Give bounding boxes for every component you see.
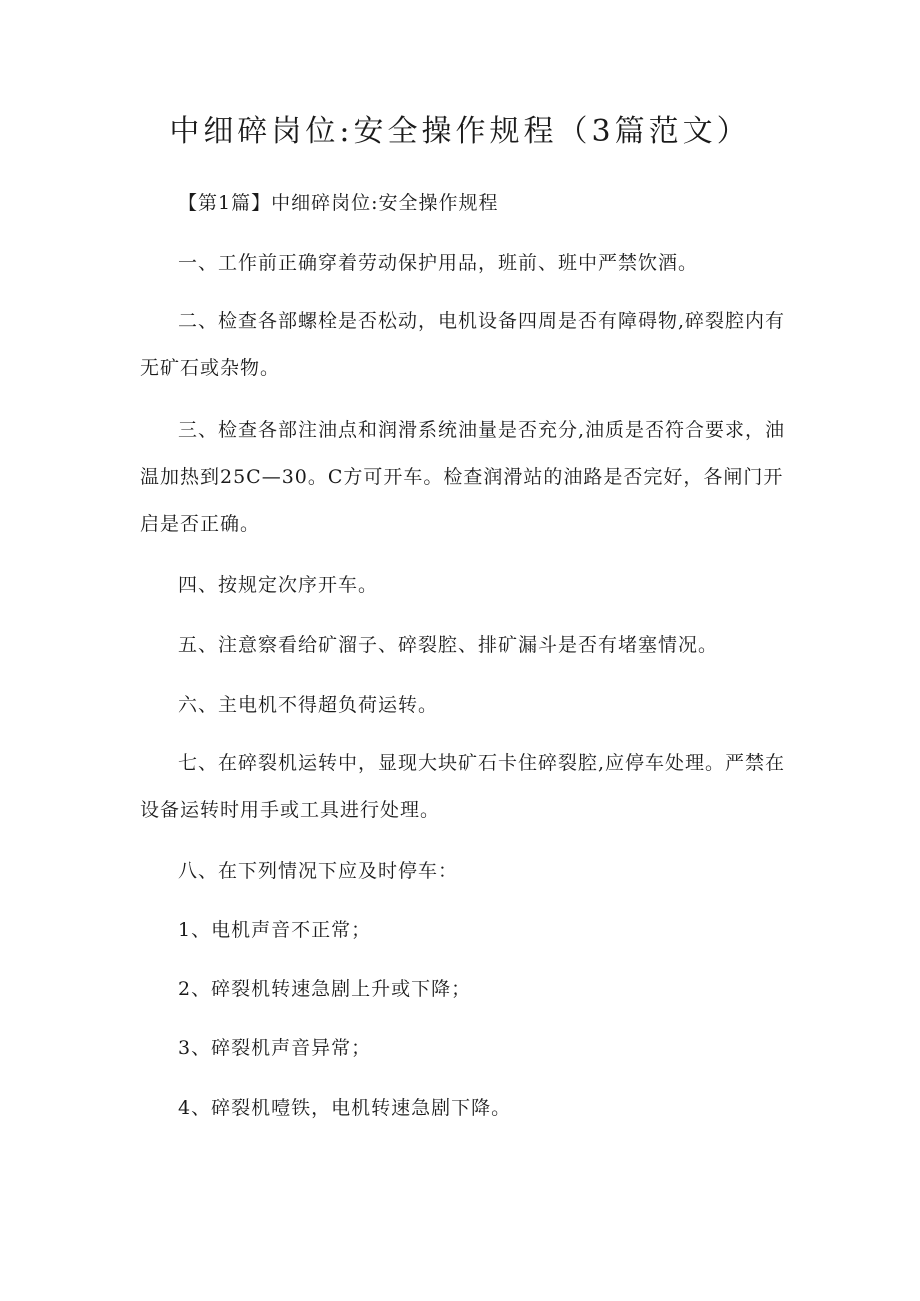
list-item-2: 2、碎裂机转速急剧上升或下降；	[178, 978, 472, 1000]
document-title: 中细碎岗位:安全操作规程（3篇范文）	[169, 114, 751, 149]
paragraph-8: 八、在下列情况下应及时停车：	[178, 860, 459, 882]
section-heading: 【第1篇】中细碎岗位:安全操作规程	[178, 192, 499, 214]
list-item-4: 4、碎裂机噎铁，电机转速急剧下降。	[178, 1097, 512, 1119]
paragraph-3: 三、检查各部注油点和润滑系统油量是否充分,油质是否符合要求，油温加热到25C—30。C方可开车。检查润滑站的油路是否完好，各闸门开启是否正确。	[140, 419, 786, 535]
list-item-1: 1、电机声音不正常；	[178, 919, 372, 941]
paragraph-4: 四、按规定次序开车。	[178, 574, 379, 596]
paragraph-6: 六、主电机不得超负荷运转。	[178, 694, 439, 716]
paragraph-5: 五、注意察看给矿溜子、碎裂腔、排矿漏斗是否有堵塞情况。	[178, 634, 719, 656]
list-item-3: 3、碎裂机声音异常；	[178, 1037, 372, 1059]
paragraph-2: 二、检查各部螺栓是否松动，电机设备四周是否有障碍物,碎裂腔内有无矿石或杂物。	[140, 310, 786, 379]
paragraph-7: 七、在碎裂机运转中，显现大块矿石卡住碎裂腔,应停车处理。严禁在设备运转时用手或工具进行处理。	[140, 752, 786, 821]
paragraph-1: 一、工作前正确穿着劳动保护用品，班前、班中严禁饮酒。	[178, 252, 699, 274]
